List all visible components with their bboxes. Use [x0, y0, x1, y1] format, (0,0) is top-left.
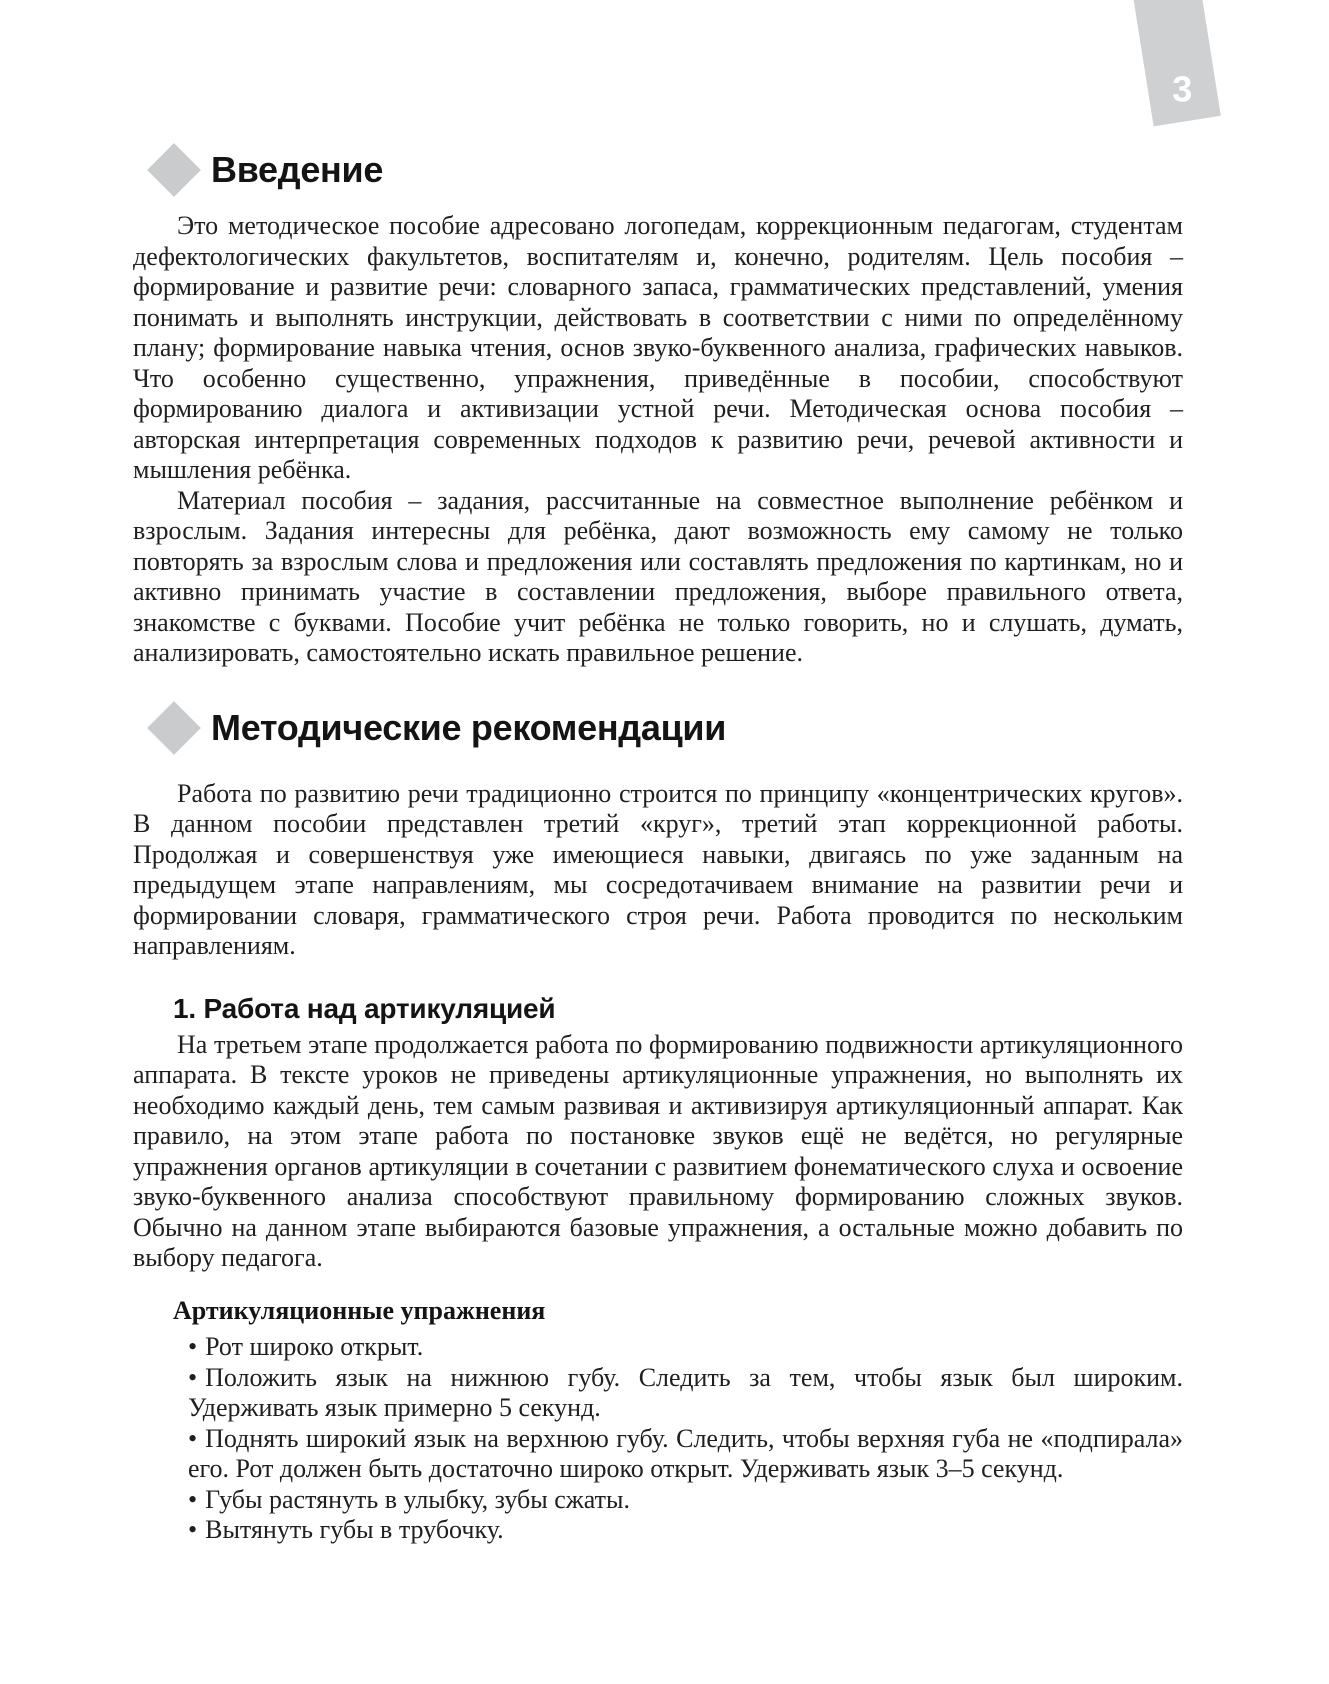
exercise-text: Положить язык на нижнюю губу. Следить за тем, чтобы язык был широким. Удерживать язык примерно 5 секунд. — [188, 1362, 1183, 1422]
section-header-introduction — [133, 143, 1183, 197]
exercise-text: Поднять широкий язык на верхнюю губу. Следить, чтобы верхняя губа не «подпирала» его. Рот должен быть достаточно широко открыт. Удерживать язык 3–5 секунд. — [188, 1423, 1183, 1483]
exercise-text: Губы растянуть в улыбку, зубы сжаты. — [205, 1484, 630, 1514]
bullet-marker: • — [188, 1515, 198, 1544]
page-content — [133, 0, 1183, 1546]
bullet-marker: • — [188, 1484, 198, 1514]
bullet-marker: • — [188, 1362, 198, 1392]
paragraph-intro-2: Материал пособия – задания, рассчитанные на совместное выполнение ребёнком и взрослым. Задания интересны для ребёнка, дают возможность ему самому не только повторять за взрослым слова и предложения или составлять предложения по картинкам, но и активно принимать участие в составлении предложения, выборе правильного ответа, знакомстве с буквами. Пособие учит ребёнка не только говорить, но и слушать, думать, анализировать, самостоятельно искать правильное решение. — [133, 485, 1183, 667]
paragraph-articulation-1: На третьем этапе продолжается работа по формированию подвижности артикуляционного аппарата. В тексте уроков не приведены артикуляционные упражнения, но выполнять их необходимо каждый день, тем самым развивая и активизируя артикуляционный аппарат. Как правило, на этом этапе работа по постановке звуков ещё не ведётся, но регулярные упражнения органов артикуляции в сочетании с развитием фонематического слуха и освоение звуко-буквенного анализа способствуют правильному формированию сложных звуков. Обычно на данном этапе выбираются базовые упражнения, а остальные можно добавить по выбору педагога. — [133, 1029, 1183, 1272]
exercise-text: Вытянуть губы в трубочку. — [205, 1515, 504, 1544]
section-title-method-recommendations: Методические рекомендации — [211, 706, 727, 748]
paragraph-method-1: Работа по развитию речи традиционно строится по принципу «концентрических кругов». В данном пособии представлен третий «круг», третий этап коррекционной работы. Продолжая и совершенствуя уже имеющиеся навыки, двигаясь по уже заданным на предыдущем этапе направлениям, мы сосредотачиваем внимание на развитии речи и формировании словаря, грамматического строя речи. Работа проводится по нескольким направлениям. — [133, 778, 1183, 960]
diamond-icon — [147, 143, 201, 197]
paragraph-intro-1: Это методическое пособие адресовано логопедам, коррекционным педагогам, студентам дефектологических факультетов, воспитателям и, конечно, родителям. Цель пособия – формирование и развитие речи: словарного запаса, грамматических представлений, умения понимать и выполнять инструкции, действовать в соответствии с ними по определённому плану; формирование навыка чтения, основ звуко-буквенного анализа, графических навыков. Что особенно существенно, упражнения, приведённые в пособии, способствуют формированию диалога и активизации устной речи. Методическая основа пособия – авторская интерпретация современных подходов к развитию речи, речевой активности и мышления ребёнка. — [133, 211, 1183, 484]
list-item — [188, 1515, 1183, 1546]
page-number: 3 — [1172, 68, 1193, 110]
section-header-method-recommendations — [133, 701, 1183, 755]
list-item — [188, 1424, 1183, 1485]
list-item — [188, 1332, 1183, 1363]
bullet-marker: • — [188, 1332, 198, 1361]
diamond-icon — [147, 701, 201, 755]
exercises-heading: Артикуляционные упражнения — [173, 1295, 546, 1325]
list-item — [188, 1485, 1183, 1516]
subsection-title-articulation: 1. Работа над артикуляцией — [173, 992, 556, 1024]
bullet-marker: • — [188, 1423, 198, 1453]
exercise-list — [133, 1332, 1183, 1546]
exercise-text: Рот широко открыт. — [205, 1332, 424, 1361]
section-title-introduction: Введение — [211, 149, 384, 190]
list-item — [188, 1363, 1183, 1424]
